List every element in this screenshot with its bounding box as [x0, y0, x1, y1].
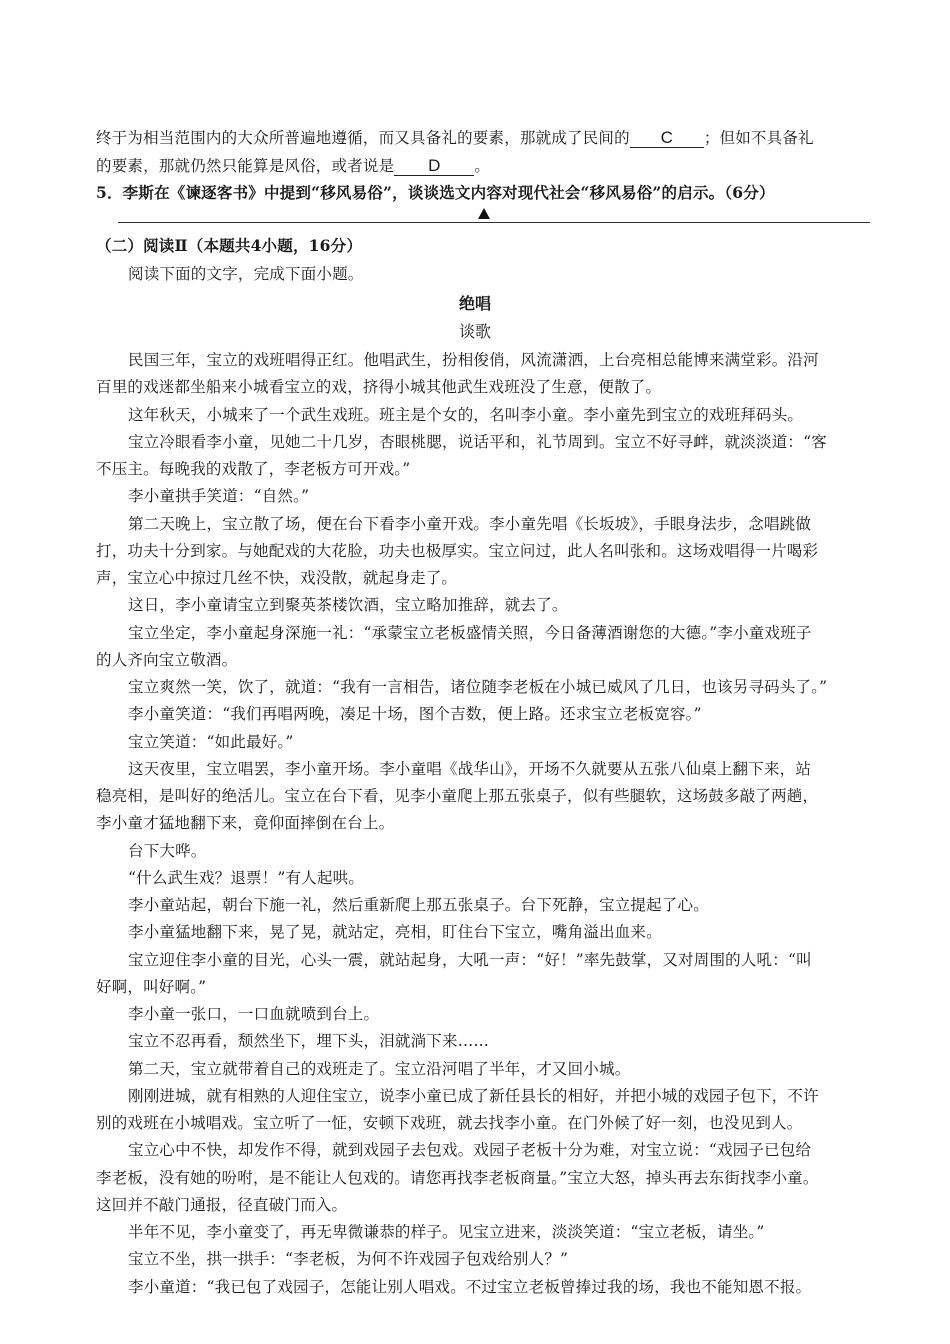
article-line: 李小童猛地翻下来，晃了晃，就站定，亮相，盯住台下宝立，嘴角溢出血来。	[128, 923, 662, 941]
article-title: 绝唱	[458, 294, 491, 313]
article-line: 稳亮相，是叫好的绝活儿。宝立在台下看，见李小童爬上那五张桌子，似有些腿软，这场鼓多敲了两趟，	[96, 787, 819, 805]
article-line: 民国三年，宝立的戏班唱得正红。他唱武生，扮相俊俏，风流潇洒，上台亮相总能博来满堂彩。沿河	[128, 351, 819, 369]
article-line: 第二天，宝立就带着自己的戏班走了。宝立沿河唱了半年，才又回小城。	[128, 1060, 631, 1078]
article-line: 李小童一张口，一口血就喷到台上。	[128, 1005, 380, 1023]
article-line: 这日，李小童请宝立到聚英茶楼饮酒，宝立略加推辞，就去了。	[128, 596, 568, 614]
question-5: 5．李斯在《谏逐客书》中提到“移风易俗”，谈谈选文内容对现代社会“移风易俗”的启示。（6分）	[96, 183, 775, 202]
triangle-marker-icon	[478, 208, 490, 219]
q4-line-2	[96, 156, 490, 176]
article-line: 宝立笑道：“如此最好。”	[128, 733, 294, 751]
article-line: “什么武生戏？退票！”有人起哄。	[128, 869, 365, 887]
blank-c: C	[630, 129, 704, 148]
article-line: 宝立不坐，拱一拱手：“李老板，为何不许戏园子包戏给别人？”	[128, 1250, 569, 1268]
article-line: 李小童道：“我已包了戏园子，怎能让别人唱戏。不过宝立老板曾捧过我的场，我也不能知恩不报。	[128, 1278, 812, 1296]
article-line: 别的戏班在小城唱戏。宝立听了一怔，安顿下戏班，就去找李小童。在门外候了好一刻，也没见到人。	[96, 1114, 803, 1132]
article-line: 百里的戏迷都坐船来小城看宝立的戏，挤得小城其他武生戏班没了生意，便散了。	[96, 378, 662, 396]
article-line: 李小童站起，朝台下施一礼，然后重新爬上那五张桌子。台下死静，宝立提起了心。	[128, 896, 709, 914]
q4-line-1	[96, 128, 814, 148]
article-line: 声，宝立心中掠过几丝不快，戏没散，就起身走了。	[96, 569, 458, 587]
article-line: 台下大哗。	[128, 842, 207, 860]
article-line: 李小童笑道：“我们再唱两晚，凑足十场，图个吉数，便上路。还求宝立老板宽容。”	[128, 705, 702, 723]
blank-d: D	[394, 157, 474, 176]
article-line: 宝立迎住李小童的目光，心头一震，就站起身，大吼一声：“好！”率先鼓掌，又对周围的人吼：“叫	[128, 951, 812, 969]
article-line: 宝立不忍再看，颓然坐下，埋下头，泪就淌下来……	[128, 1032, 490, 1050]
article-line: 不压主。每晚我的戏散了，李老板方可开戏。”	[96, 460, 411, 478]
article-line: 这回并不敲门通报，径直破门而入。	[96, 1196, 348, 1214]
q4-line-2-tail: 。	[474, 157, 491, 175]
q4-line-1-text: 终于为相当范围内的大众所普遍地遵循，而又具备礼的要素，那就成了民间的	[96, 129, 630, 147]
article-line: 宝立爽然一笑，饮了，就道：“我有一言相告，诸位随李老板在小城已威风了几日，也该另寻码头了。”	[128, 678, 828, 696]
article-line: 刚刚进城，就有相熟的人迎住宝立，说李小童已成了新任县长的相好，并把小城的戏园子包下，不许	[128, 1087, 819, 1105]
article-line: 好啊，叫好啊。”	[96, 978, 207, 996]
q4-line-1-tail: ；但如不具备礼	[703, 129, 814, 147]
article-line: 李小童才猛地翻下来，竟仰面摔倒在台上。	[96, 814, 395, 832]
article-line: 宝立冷眼看李小童，见她二十几岁，杏眼桃腮，说话平和，礼节周到。宝立不好寻衅，就淡淡道：“客	[128, 433, 827, 451]
article-line: 打，功夫十分到家。与她配戏的大花脸，功夫也极厚实。宝立问过，此人名叫张和。这场戏唱得一片喝彩	[96, 542, 819, 560]
article-line: 这天夜里，宝立唱罢，李小童开场。李小童唱《战华山》，开场不久就要从五张八仙桌上翻下来，站	[128, 760, 812, 778]
article-author: 谈歌	[458, 322, 491, 341]
section-2-instruction: 阅读下面的文字，完成下面小题。	[128, 265, 364, 283]
article-line: 第二天晚上，宝立散了场，便在台下看李小童开戏。李小童先唱《长坂坡》，手眼身法步，念唱跳做	[128, 515, 812, 533]
article-line: 李老板，没有她的吩咐，是不能让人包戏的。请您再找李老板商量。”宝立大怒，掉头再去东街找李小童。	[96, 1169, 819, 1187]
answer-divider	[118, 222, 870, 223]
article-line: 宝立心中不快，却发作不得，就到戏园子去包戏。戏园子老板十分为难，对宝立说：“戏园子已包给	[128, 1141, 812, 1159]
q4-line-2-text: 的要素，那就仍然只能算是风俗，或者说是	[96, 157, 395, 175]
article-line: 的人齐向宝立敬酒。	[96, 651, 238, 669]
article-line: 李小童拱手笑道：“自然。”	[128, 487, 310, 505]
article-line: 宝立坐定，李小童起身深施一礼：“承蒙宝立老板盛情关照，今日备薄酒谢您的大德。”李小童戏班子	[128, 624, 812, 642]
article-line: 这年秋天，小城来了一个武生戏班。班主是个女的，名叫李小童。李小童先到宝立的戏班拜码头。	[128, 406, 804, 424]
article-line: 半年不见，李小童变了，再无卑微谦恭的样子。见宝立进来，淡淡笑道：“宝立老板，请坐。”	[128, 1223, 765, 1241]
section-2-heading: （二）阅读Ⅱ（本题共4小题，16分）	[96, 236, 363, 255]
